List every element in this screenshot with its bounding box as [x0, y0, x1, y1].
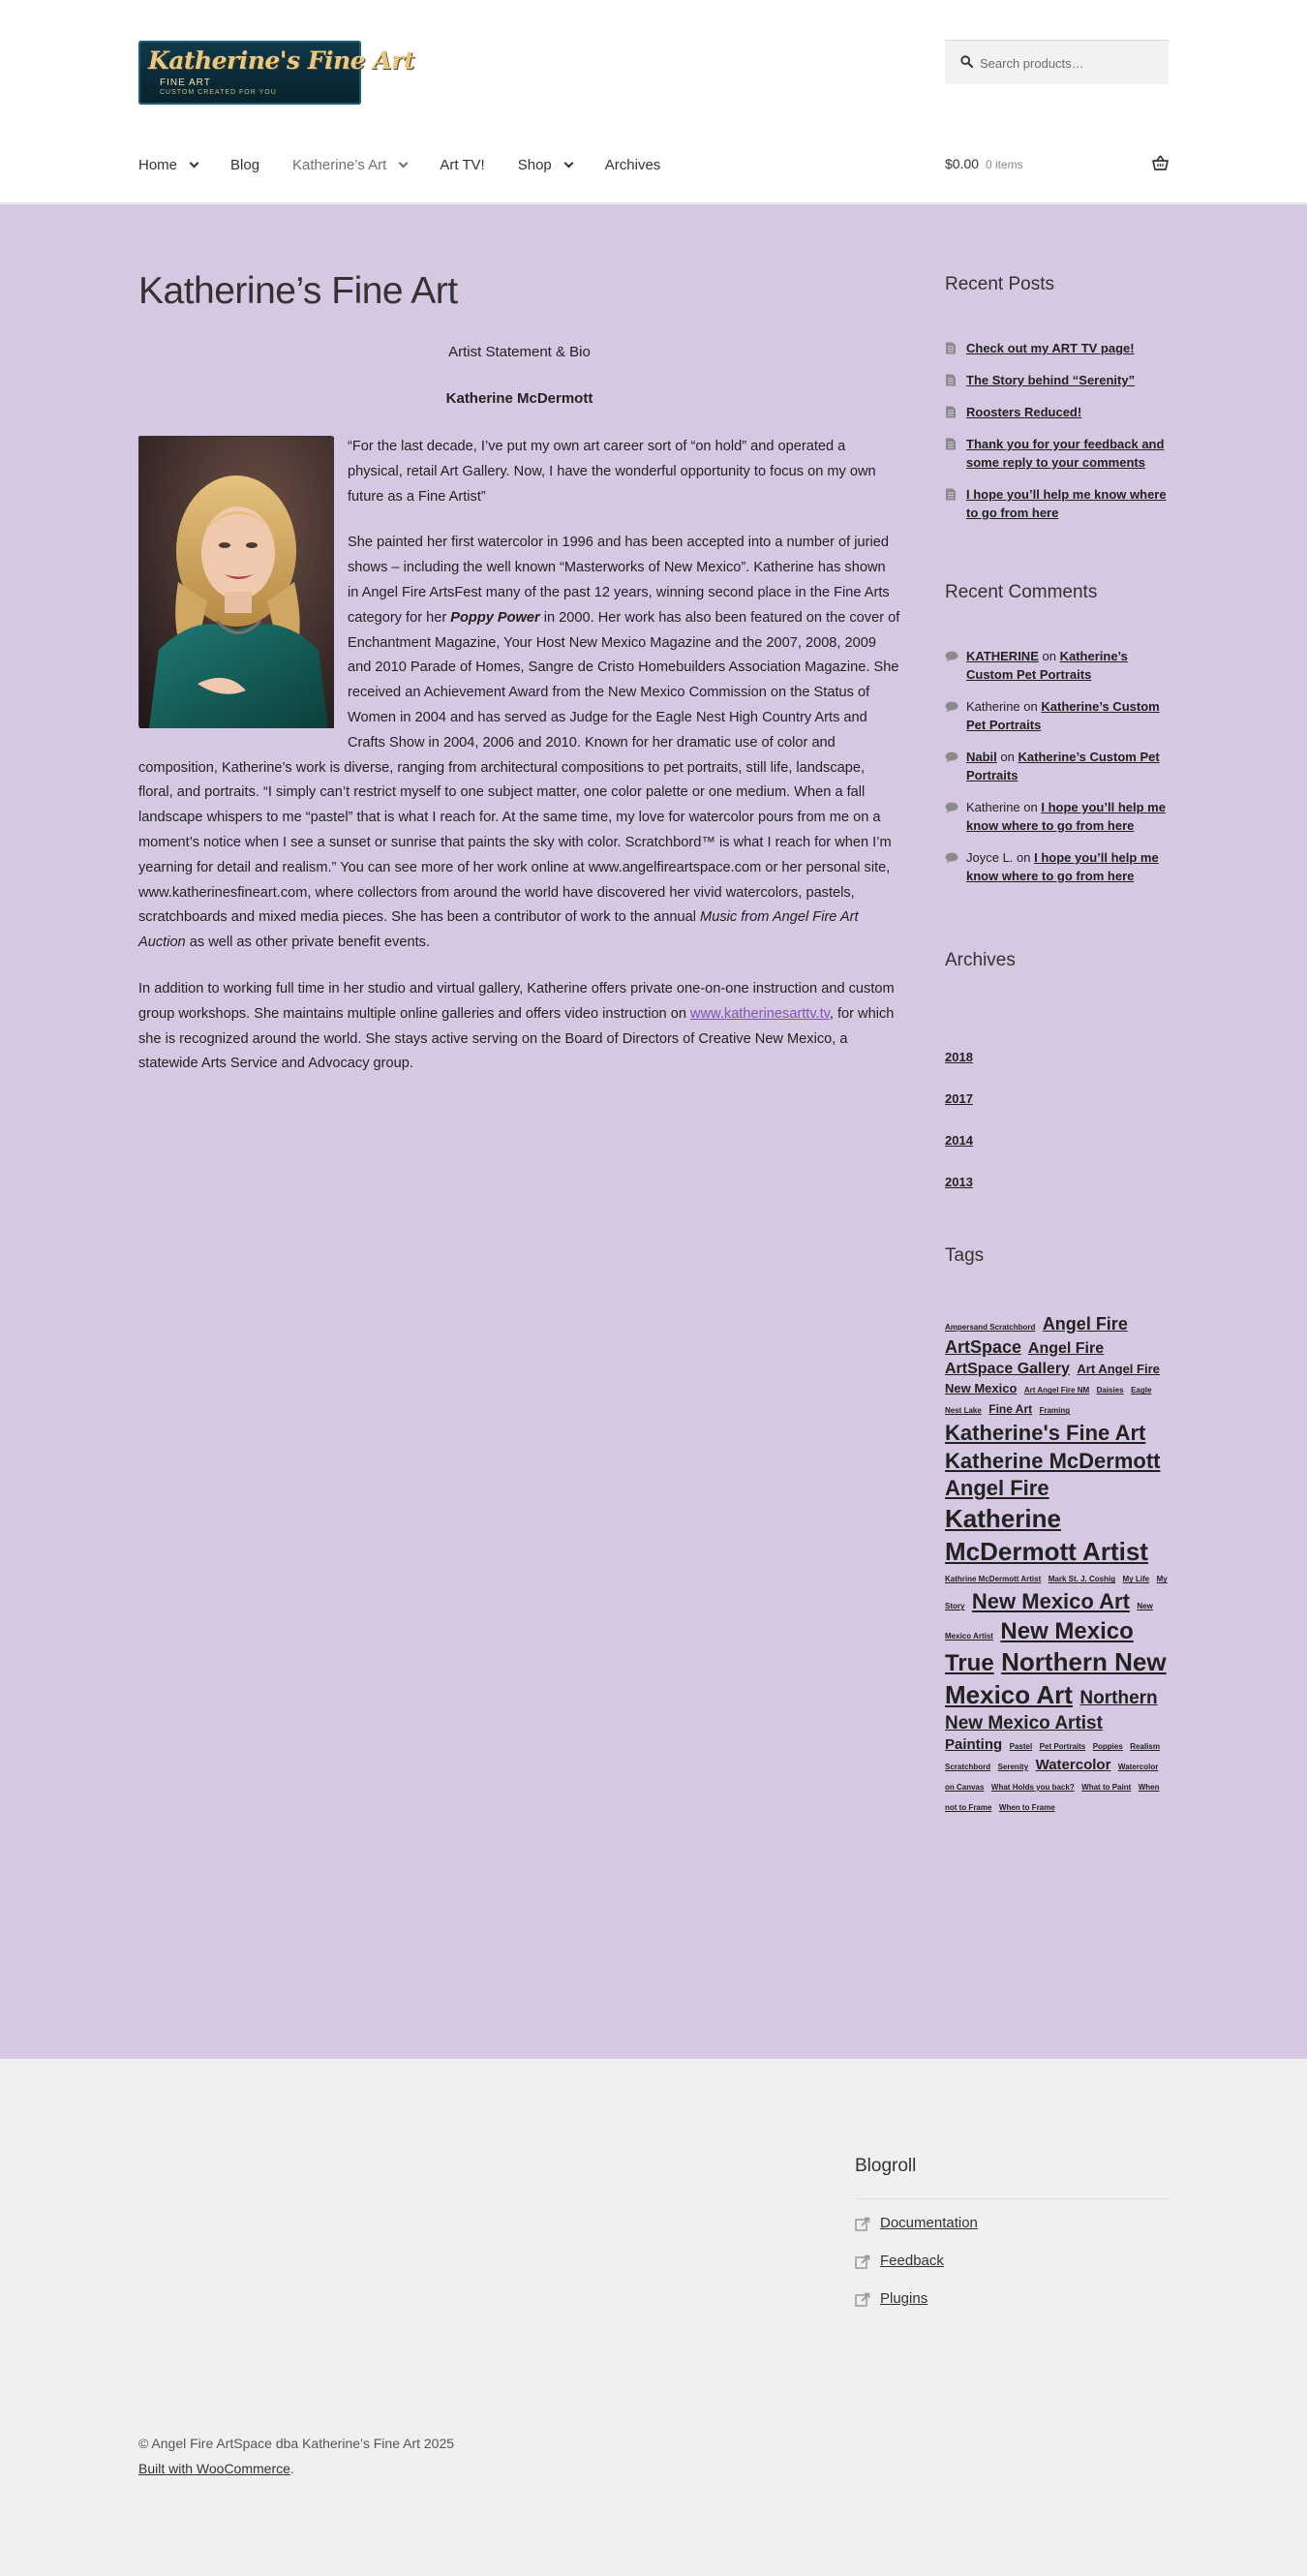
external-link-icon	[855, 2254, 870, 2270]
tag-link[interactable]: Katherine McDermott Angel Fire	[945, 1448, 1161, 1501]
logo-line-2: CUSTOM CREATED FOR YOU	[160, 89, 277, 96]
recent-comments-list	[945, 647, 1169, 899]
author-name: Katherine McDermott	[445, 390, 593, 407]
recent-posts-list	[945, 339, 1169, 536]
nav-label: Shop	[517, 156, 552, 173]
recent-post-link[interactable]: Thank you for your feedback and some reply to your comments	[966, 437, 1165, 470]
recent-comments-title: Recent Comments	[945, 582, 1098, 602]
tag-link[interactable]: Pet Portraits	[1039, 1742, 1086, 1752]
tag-link[interactable]: Mark St. J. Coshig	[1048, 1575, 1116, 1584]
cart-item-count: 0 items	[986, 158, 1023, 171]
comment-on: on	[1000, 750, 1015, 764]
blogroll-item	[855, 2290, 1169, 2328]
nav-item-shop[interactable]	[518, 157, 572, 173]
recent-comment-item	[945, 848, 1169, 885]
nav-label: Blog	[230, 156, 260, 173]
tag-link[interactable]: When not to Frame	[945, 1782, 1160, 1812]
archive-item	[945, 1050, 973, 1091]
nav-item-blog[interactable]	[230, 157, 259, 173]
tag-link[interactable]: Pastel	[1009, 1742, 1033, 1752]
recent-comment-item	[945, 647, 1169, 684]
tag-link[interactable]: Realism	[1130, 1742, 1160, 1752]
built-with-suffix: .	[289, 2461, 294, 2476]
archive-link-2018[interactable]: 2018	[945, 1050, 973, 1064]
tag-link[interactable]: Angel Fire ArtSpace	[945, 1314, 1128, 1357]
nav-item-art-tv[interactable]	[440, 157, 484, 173]
chevron-down-icon	[399, 158, 409, 168]
tag-link[interactable]: Kathrine McDermott Artist	[945, 1575, 1042, 1584]
tag-link[interactable]: Serenity	[997, 1763, 1029, 1772]
woocommerce-link[interactable]: Built with WooCommerce	[138, 2461, 290, 2476]
external-link-icon	[855, 2217, 870, 2232]
logo-title: Katherine's Fine Art	[148, 46, 414, 75]
tag-cloud	[945, 1313, 1169, 1816]
arttv-link[interactable]: www.katherinesarttv.tv	[690, 1005, 830, 1022]
tag-link[interactable]: New Mexico True	[945, 1617, 1134, 1676]
recent-posts-title: Recent Posts	[945, 274, 1054, 294]
comment-post-link[interactable]: I hope you’ll help me know where to go from here	[966, 800, 1166, 833]
recent-post-link[interactable]: Roosters Reduced!	[966, 405, 1082, 419]
paragraph-2: She painted her first watercolor in 1996 and has been accepted into a number of juried shows – including the well known “Masterworks of New Mexico”. Katherine has shown in Angel Fire ArtsFest many of the past 12 years, winning second place in the Fine Arts category for her Poppy Power in 2000. Her work has also been featured on the cover of Enchantment Magazine, Your Host New Mexico Magazine and the 2007, 2008, 2009 and 2010 Parade of Homes, Sangre de Cristo Homebuilders Association Magazine. She received an Achievement Award from the New Mexico Commission on the Status of Women in 2004 and has served as Judge for the Eagle Nest High Country Arts and Crafts Show in 2004, 2006 and 2010. Known for her dramatic use of color and composition, Katherine’s work is diverse, ranging from architectural compositions to pet portraits, still life, landscape, floral, and portraits. “I simply can’t restrict myself to one subject matter, one color palette or one medium. When a fall landscape whispers to me “pastel” that is what I reach for. At the same time, my love for watercolor pours from me on a moment’s notice when I see a sunset or sunrise that paints the sky with color. Scratchbord™ is what I reach for when I’m yearning for detail and realism.” You can see more of her work online at www.angelfireartspace.com or her personal site, www.katherinesfineart.com, where collectors from around the world have discovered her vivid watercolors, pastels, scratchboards and mixed media pieces. She has been a contributor of work to the annual Music from Angel Fire Art Auction as well as other private benefit events.	[138, 535, 900, 951]
comment-bubble-icon	[945, 701, 958, 713]
tag-link[interactable]: Katherine's Fine Art	[945, 1420, 1146, 1445]
tag-link[interactable]: Eagle Nest Lake	[945, 1386, 1152, 1416]
comment-post-link[interactable]: I hope you’ll help me know where to go from here	[966, 850, 1159, 883]
site-header	[0, 0, 1307, 203]
tag-link[interactable]: Northern New Mexico Artist	[945, 1687, 1158, 1733]
nav-label: Art TV!	[440, 156, 485, 173]
comment-bubble-icon	[945, 852, 958, 864]
comment-post-link[interactable]: Katherine’s Custom Pet Portraits	[966, 750, 1160, 782]
blogroll-item	[855, 2253, 1169, 2290]
logo-line-1: FINE ART	[160, 77, 211, 88]
nav-label: Archives	[604, 156, 661, 173]
nav-item-archives[interactable]	[605, 157, 661, 173]
blogroll-link[interactable]: Plugins	[880, 2290, 928, 2307]
search-icon	[960, 55, 973, 68]
archive-link-2013[interactable]: 2013	[945, 1175, 973, 1189]
comment-author: Joyce L.	[966, 850, 1014, 865]
document-icon	[945, 342, 957, 354]
header-cart[interactable]	[945, 155, 1169, 176]
recent-post-item	[945, 485, 1169, 522]
basket-icon	[1152, 155, 1169, 171]
blogroll-link[interactable]: Feedback	[880, 2253, 944, 2269]
tags-title: Tags	[945, 1245, 985, 1266]
article-body	[138, 435, 900, 1098]
document-icon	[945, 488, 957, 501]
search-input[interactable]	[980, 50, 1159, 76]
tag-link[interactable]: Scratchbord	[945, 1763, 991, 1772]
nav-item-katherine-s-art[interactable]	[292, 157, 407, 173]
comment-on: on	[1017, 850, 1031, 865]
blogroll-item	[855, 2215, 1169, 2253]
tag-link[interactable]: Poppies	[1092, 1742, 1123, 1752]
tag-link[interactable]: What to Paint	[1081, 1782, 1132, 1792]
primary-nav	[138, 153, 693, 176]
archives-title: Archives	[945, 950, 1016, 970]
artist-portrait	[138, 436, 333, 727]
document-icon	[945, 406, 957, 418]
recent-post-link[interactable]: I hope you’ll help me know where to go from here	[966, 487, 1167, 520]
tag-link[interactable]: Painting	[945, 1736, 1003, 1754]
nav-label: Home	[138, 156, 178, 173]
comment-bubble-icon	[945, 651, 958, 662]
tag-link[interactable]: Fine Art	[988, 1402, 1033, 1417]
recent-post-link[interactable]: Check out my ART TV page!	[966, 341, 1135, 355]
recent-post-item	[945, 403, 1169, 421]
tag-link[interactable]: Northern New Mexico Art	[945, 1646, 1167, 1709]
comment-on: on	[1023, 699, 1038, 714]
main-area	[0, 204, 1307, 2059]
tag-link[interactable]: When to Frame	[998, 1802, 1055, 1812]
recent-post-item	[945, 371, 1169, 389]
statement-heading: Artist Statement & Bio	[448, 344, 591, 360]
comment-on: on	[1023, 800, 1038, 814]
recent-post-item	[945, 339, 1169, 357]
comment-author: Katherine	[966, 800, 1020, 814]
archive-item	[945, 1133, 973, 1175]
blogroll-title: Blogroll	[855, 2156, 1169, 2199]
chevron-down-icon	[190, 158, 199, 168]
blogroll-widget	[855, 2156, 1169, 2328]
tag-link[interactable]: My Life	[1122, 1575, 1150, 1584]
comment-on: on	[1042, 649, 1056, 663]
archive-item	[945, 1175, 973, 1216]
portrait-image	[139, 437, 334, 728]
comment-bubble-icon	[945, 802, 958, 813]
paragraph-1: “For the last decade, I’ve put my own art career sort of “on hold” and operated a physical, retail Art Gallery. Now, I have the wonderful opportunity to focus on my own future as a Fine Artist”	[348, 439, 876, 505]
tag-link[interactable]: What Holds you back?	[990, 1782, 1075, 1792]
recent-comment-item	[945, 748, 1169, 784]
cart-amount: $0.00	[945, 156, 980, 171]
archive-link-2014[interactable]: 2014	[945, 1133, 973, 1148]
document-icon	[945, 374, 957, 386]
comment-bubble-icon	[945, 751, 958, 763]
external-link-icon	[855, 2292, 870, 2308]
tag-link[interactable]: Watercolor	[1035, 1757, 1111, 1774]
tag-link[interactable]: Watercolor on Canvas	[945, 1763, 1159, 1792]
page-title: Katherine’s Fine Art	[138, 270, 458, 312]
tag-link[interactable]: New Mexico Artist	[945, 1602, 1153, 1641]
tag-link[interactable]: Art Angel Fire NM	[1023, 1386, 1090, 1395]
tag-link[interactable]: Art Angel Fire New Mexico	[945, 1361, 1160, 1396]
comment-post-link[interactable]: Katherine’s Custom Pet Portraits	[966, 699, 1160, 732]
chevron-down-icon	[563, 158, 573, 168]
recent-post-item	[945, 435, 1169, 472]
tag-link[interactable]: Framing	[1039, 1406, 1071, 1416]
recent-post-link[interactable]: The Story behind “Serenity”	[966, 373, 1136, 387]
comment-post-link[interactable]: Katherine’s Custom Pet Portraits	[966, 649, 1128, 682]
tag-link[interactable]: Ampersand Scratchbord	[945, 1323, 1036, 1332]
copyright	[138, 2431, 454, 2481]
nav-item-home[interactable]	[138, 157, 198, 173]
recent-comment-item	[945, 697, 1169, 734]
tag-link[interactable]: New Mexico Art	[971, 1589, 1130, 1614]
document-icon	[945, 438, 957, 450]
product-search	[945, 40, 1169, 84]
paragraph-3: In addition to working full time in her studio and virtual gallery, Katherine offers private one-on-one instruction and custom group workshops. She maintains multiple online galleries and offers video instruction on www.katherinesarttv.tv, for which she is recognized around the world. She stays active serving on the Board of Directors of Creative New Mexico, a statewide Arts Service and Advocacy group.	[138, 980, 895, 1072]
archives-list	[945, 1050, 973, 1216]
copyright-text: © Angel Fire ArtSpace dba Katherine’s Fine Art 2025	[138, 2436, 455, 2451]
tag-link[interactable]: My Story	[945, 1575, 1168, 1611]
tag-link[interactable]: Daisies	[1096, 1386, 1124, 1395]
site-logo[interactable]	[138, 41, 414, 105]
archive-item	[945, 1091, 973, 1133]
blogroll-link[interactable]: Documentation	[880, 2215, 978, 2231]
tag-link[interactable]: Katherine McDermott Artist	[945, 1503, 1148, 1566]
site-footer	[0, 2059, 1307, 2576]
comment-author: Katherine	[966, 699, 1020, 714]
blogroll-list	[855, 2215, 1169, 2328]
nav-label: Katherine’s Art	[292, 156, 387, 173]
comment-author-link[interactable]: Nabil	[966, 750, 997, 764]
comment-author-link[interactable]: KATHERINE	[966, 649, 1039, 663]
archive-link-2017[interactable]: 2017	[945, 1091, 973, 1106]
tag-link[interactable]: Angel Fire ArtSpace Gallery	[945, 1339, 1105, 1377]
recent-comment-item	[945, 798, 1169, 835]
